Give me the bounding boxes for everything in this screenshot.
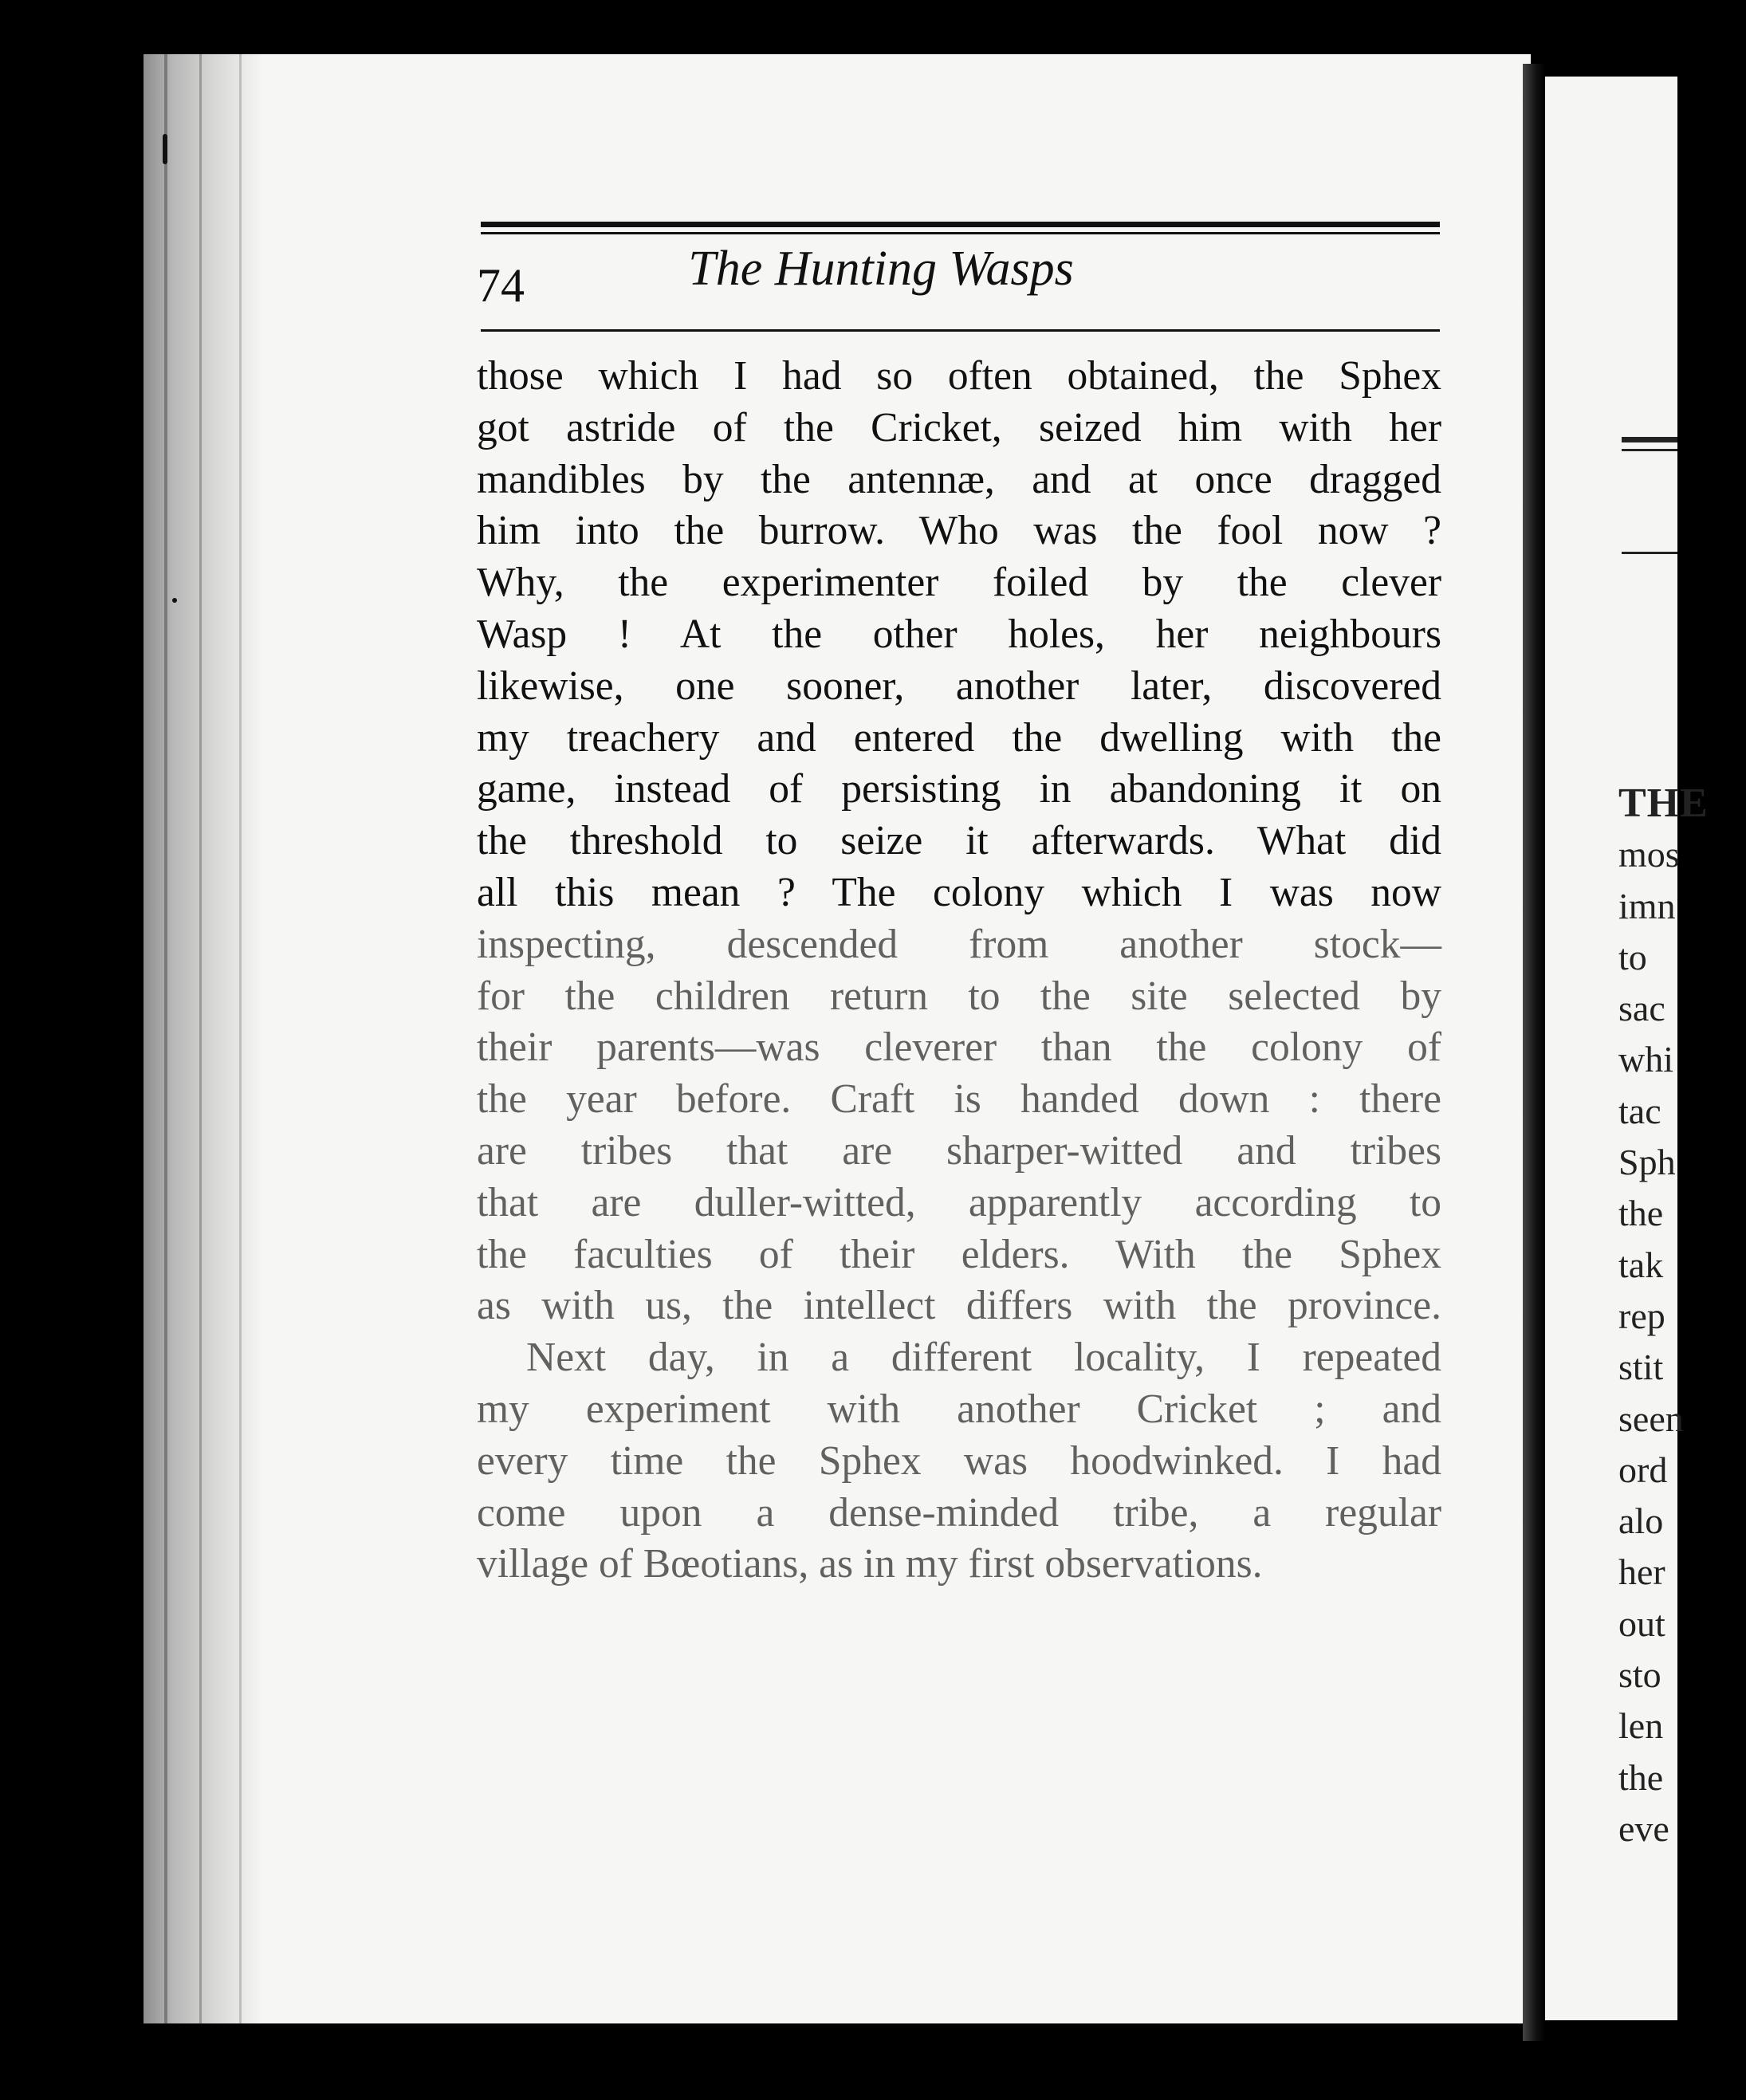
text-fragment: eve bbox=[1618, 1807, 1669, 1849]
text-fragment: rep bbox=[1618, 1295, 1665, 1336]
text-fragment: out bbox=[1618, 1603, 1665, 1644]
text-line: inspecting, descended from another stock— bbox=[477, 921, 1441, 967]
text-fragment: her bbox=[1618, 1551, 1665, 1593]
right-page-rule bbox=[1622, 449, 1677, 451]
text-fragment: the bbox=[1618, 1193, 1664, 1234]
text-line: mandibles by the antennæ, and at once dragged bbox=[477, 456, 1441, 502]
text-line: the year before. Craft is handed down : there bbox=[477, 1076, 1441, 1123]
gutter-fold-line bbox=[239, 54, 242, 2023]
text-fragment: len bbox=[1618, 1705, 1664, 1747]
text-fragment: imn bbox=[1618, 885, 1676, 926]
text-fragment: Sph bbox=[1618, 1142, 1676, 1183]
text-fragment: stit bbox=[1618, 1347, 1664, 1388]
body-text bbox=[477, 351, 1441, 1591]
text-line: Next day, in a different locality, I repeated bbox=[526, 1335, 1441, 1381]
text-line: for the children return to the site selected by bbox=[477, 973, 1441, 1019]
text-line: all this mean ? The colony which I was now bbox=[477, 869, 1441, 915]
text-line: game, instead of persisting in abandoning it on bbox=[477, 766, 1441, 812]
text-line: Wasp ! At the other holes, her neighbours bbox=[477, 611, 1441, 657]
page-number: 74 bbox=[477, 259, 525, 312]
text-line: come upon a dense-minded tribe, a regular bbox=[477, 1489, 1441, 1536]
text-line: my treachery and entered the dwelling with the bbox=[477, 714, 1441, 761]
gutter-fold-line bbox=[199, 54, 202, 2023]
book-binding bbox=[1523, 64, 1545, 2041]
header-rule-bottom bbox=[481, 329, 1440, 332]
text-line: those which I had so often obtained, the Sphex bbox=[477, 353, 1441, 399]
right-page-rule bbox=[1622, 437, 1677, 442]
scan-speck bbox=[163, 134, 167, 164]
text-line: the faculties of their elders. With the Sphex bbox=[477, 1231, 1441, 1277]
text-fragment: ord bbox=[1618, 1449, 1668, 1490]
text-fragment: the bbox=[1618, 1756, 1664, 1798]
text-fragment: sac bbox=[1618, 988, 1665, 1029]
text-line: are tribes that are sharper-witted and tribes bbox=[477, 1127, 1441, 1174]
text-fragment: to bbox=[1618, 936, 1647, 977]
text-line: him into the burrow. Who was the fool now ? bbox=[477, 508, 1441, 554]
text-fragment: alo bbox=[1618, 1500, 1664, 1542]
text-fragment: tac bbox=[1618, 1090, 1661, 1131]
text-fragment: sto bbox=[1618, 1654, 1661, 1696]
text-line: likewise, one sooner, another later, discovered bbox=[477, 663, 1441, 709]
text-fragment: whi bbox=[1618, 1039, 1673, 1080]
gutter-fold-line bbox=[164, 54, 167, 2023]
text-fragment: THE bbox=[1618, 781, 1709, 826]
running-head: The Hunting Wasps bbox=[688, 242, 1074, 296]
text-fragment: tak bbox=[1618, 1244, 1664, 1285]
text-line: that are duller-witted, apparently according to bbox=[477, 1179, 1441, 1225]
text-line: every time the Sphex was hoodwinked. I had bbox=[477, 1437, 1441, 1484]
text-line: their parents—was cleverer than the colony of bbox=[477, 1024, 1441, 1071]
text-line: the threshold to seize it afterwards. What did bbox=[477, 818, 1441, 864]
text-line: as with us, the intellect differs with the province. bbox=[477, 1283, 1441, 1329]
text-fragment: mos bbox=[1618, 834, 1680, 875]
text-line: got astride of the Cricket, seized him with her bbox=[477, 404, 1441, 450]
right-page-rule bbox=[1622, 552, 1677, 554]
right-page-text-fragments bbox=[1618, 778, 1746, 1854]
scan-speck bbox=[172, 598, 177, 603]
header-rule-top-thick bbox=[481, 222, 1440, 227]
text-line: village of Bœotians, as in my first observations. bbox=[477, 1541, 1263, 1587]
text-line: Why, the experimenter foiled by the clever bbox=[477, 560, 1441, 606]
text-fragment: seen bbox=[1618, 1398, 1684, 1439]
text-line: my experiment with another Cricket ; and bbox=[477, 1386, 1441, 1432]
header-rule-top-thin bbox=[481, 232, 1440, 234]
left-page-gutter-shadow bbox=[144, 54, 263, 2023]
